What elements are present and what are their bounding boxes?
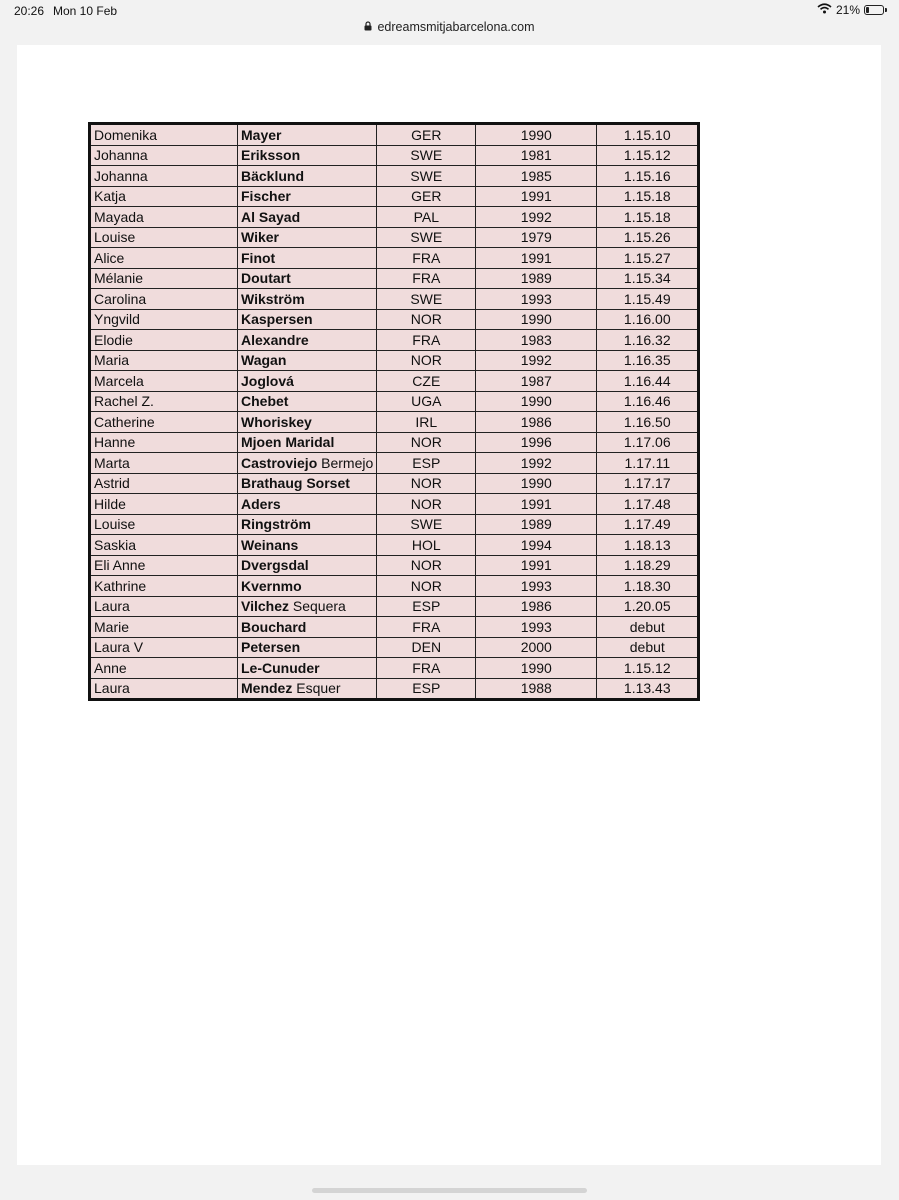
- birth-year-cell: 1990: [476, 309, 597, 330]
- last-name-cell: [238, 678, 377, 700]
- table-row: [90, 289, 699, 310]
- last-name-cell: [238, 166, 377, 187]
- status-date: Mon 10 Feb: [53, 4, 118, 18]
- nationality-cell: NOR: [377, 432, 476, 453]
- first-name-cell: Alice: [90, 248, 238, 269]
- birth-year-cell: 1979: [476, 227, 597, 248]
- last-name-primary: Al Sayad: [241, 208, 301, 225]
- time-cell: 1.15.10: [597, 124, 699, 146]
- birth-year-cell: 1994: [476, 535, 597, 556]
- table-row: [90, 330, 699, 351]
- status-time: 20:26: [14, 4, 45, 18]
- time-cell: 1.17.49: [597, 514, 699, 535]
- birth-year-cell: 1989: [476, 268, 597, 289]
- last-name-primary: Doutart: [241, 270, 291, 287]
- table-row: [90, 453, 699, 474]
- last-name-primary: Mjoen Maridal: [241, 434, 335, 451]
- table-row: [90, 617, 699, 638]
- table-row: [90, 678, 699, 700]
- nationality-cell: CZE: [377, 371, 476, 392]
- last-name-secondary: Esquer: [296, 680, 341, 697]
- nationality-cell: HOL: [377, 535, 476, 556]
- birth-year-cell: 1993: [476, 617, 597, 638]
- time-cell: 1.16.46: [597, 391, 699, 412]
- last-name-primary: Mendez: [241, 680, 293, 697]
- table-row: [90, 412, 699, 433]
- last-name-primary: Bouchard: [241, 618, 307, 635]
- first-name-cell: Hanne: [90, 432, 238, 453]
- time-cell: 1.17.17: [597, 473, 699, 494]
- first-name-cell: Domenika: [90, 124, 238, 146]
- birth-year-cell: 1990: [476, 658, 597, 679]
- nationality-cell: NOR: [377, 494, 476, 515]
- time-cell: 1.15.12: [597, 145, 699, 166]
- time-cell: 1.16.32: [597, 330, 699, 351]
- last-name-primary: Wiker: [241, 229, 280, 246]
- time-cell: 1.18.30: [597, 576, 699, 597]
- table-row: [90, 186, 699, 207]
- table-row: [90, 309, 699, 330]
- birth-year-cell: 1993: [476, 576, 597, 597]
- wifi-icon: [817, 3, 832, 17]
- time-cell: 1.15.27: [597, 248, 699, 269]
- time-cell: 1.17.06: [597, 432, 699, 453]
- birth-year-cell: 1991: [476, 186, 597, 207]
- first-name-cell: Saskia: [90, 535, 238, 556]
- table-row: [90, 145, 699, 166]
- last-name-primary: Finot: [241, 249, 276, 266]
- nationality-cell: FRA: [377, 330, 476, 351]
- last-name-cell: [238, 268, 377, 289]
- last-name-cell: [238, 248, 377, 269]
- nationality-cell: SWE: [377, 514, 476, 535]
- birth-year-cell: 1996: [476, 432, 597, 453]
- birth-year-cell: 1992: [476, 453, 597, 474]
- first-name-cell: Johanna: [90, 166, 238, 187]
- last-name-cell: [238, 576, 377, 597]
- last-name-primary: Le-Cunuder: [241, 659, 320, 676]
- last-name-cell: [238, 145, 377, 166]
- table-row: [90, 166, 699, 187]
- birth-year-cell: 1992: [476, 207, 597, 228]
- first-name-cell: Carolina: [90, 289, 238, 310]
- first-name-cell: Louise: [90, 227, 238, 248]
- last-name-primary: Kaspersen: [241, 311, 313, 328]
- last-name-primary: Eriksson: [241, 147, 301, 164]
- results-table: [88, 122, 700, 701]
- last-name-cell: [238, 289, 377, 310]
- last-name-cell: [238, 207, 377, 228]
- lock-icon: [364, 20, 372, 34]
- nationality-cell: FRA: [377, 268, 476, 289]
- last-name-cell: [238, 432, 377, 453]
- nationality-cell: ESP: [377, 678, 476, 700]
- battery-percent: 21%: [835, 3, 860, 17]
- first-name-cell: Yngvild: [90, 309, 238, 330]
- table-row: [90, 124, 699, 146]
- nationality-cell: SWE: [377, 166, 476, 187]
- document-page: [17, 45, 881, 1165]
- first-name-cell: Louise: [90, 514, 238, 535]
- last-name-primary: Wikström: [241, 290, 305, 307]
- last-name-cell: [238, 658, 377, 679]
- last-name-primary: Joglová: [241, 372, 294, 389]
- time-cell: 1.15.26: [597, 227, 699, 248]
- birth-year-cell: 2000: [476, 637, 597, 658]
- table-row: [90, 637, 699, 658]
- last-name-primary: Ringström: [241, 516, 311, 533]
- birth-year-cell: 1992: [476, 350, 597, 371]
- battery-level-fill: [866, 7, 869, 13]
- last-name-cell: [238, 617, 377, 638]
- last-name-secondary: Bermejo: [321, 454, 374, 471]
- time-cell: debut: [597, 637, 699, 658]
- birth-year-cell: 1985: [476, 166, 597, 187]
- last-name-primary: Wagan: [241, 352, 287, 369]
- time-cell: 1.15.49: [597, 289, 699, 310]
- birth-year-cell: 1988: [476, 678, 597, 700]
- table-row: [90, 555, 699, 576]
- first-name-cell: Rachel Z.: [90, 391, 238, 412]
- first-name-cell: Marcela: [90, 371, 238, 392]
- nationality-cell: NOR: [377, 555, 476, 576]
- time-cell: 1.17.11: [597, 453, 699, 474]
- address-bar[interactable]: [0, 16, 899, 38]
- last-name-primary: Mayer: [241, 126, 282, 143]
- time-cell: 1.15.34: [597, 268, 699, 289]
- time-cell: 1.17.48: [597, 494, 699, 515]
- last-name-cell: [238, 514, 377, 535]
- table-row: [90, 473, 699, 494]
- table-row: [90, 576, 699, 597]
- table-row: [90, 596, 699, 617]
- table-row: [90, 391, 699, 412]
- time-cell: 1.15.16: [597, 166, 699, 187]
- nationality-cell: NOR: [377, 576, 476, 597]
- nationality-cell: PAL: [377, 207, 476, 228]
- time-cell: 1.16.00: [597, 309, 699, 330]
- last-name-primary: Aders: [241, 495, 281, 512]
- last-name-primary: Weinans: [241, 536, 299, 553]
- last-name-cell: [238, 330, 377, 351]
- first-name-cell: Laura V: [90, 637, 238, 658]
- last-name-cell: [238, 473, 377, 494]
- table-row: [90, 227, 699, 248]
- last-name-cell: [238, 637, 377, 658]
- table-row: [90, 268, 699, 289]
- nationality-cell: FRA: [377, 658, 476, 679]
- battery-icon: [864, 5, 884, 15]
- last-name-cell: [238, 412, 377, 433]
- time-cell: 1.13.43: [597, 678, 699, 700]
- first-name-cell: Mélanie: [90, 268, 238, 289]
- time-cell: 1.15.18: [597, 207, 699, 228]
- last-name-cell: [238, 350, 377, 371]
- last-name-cell: [238, 371, 377, 392]
- last-name-secondary: Sequera: [292, 598, 346, 615]
- last-name-primary: Alexandre: [241, 331, 309, 348]
- nationality-cell: DEN: [377, 637, 476, 658]
- time-cell: debut: [597, 617, 699, 638]
- table-row: [90, 207, 699, 228]
- last-name-cell: [238, 124, 377, 146]
- birth-year-cell: 1991: [476, 248, 597, 269]
- birth-year-cell: 1993: [476, 289, 597, 310]
- first-name-cell: Hilde: [90, 494, 238, 515]
- table-row: [90, 432, 699, 453]
- first-name-cell: Astrid: [90, 473, 238, 494]
- birth-year-cell: 1990: [476, 124, 597, 146]
- time-cell: 1.18.29: [597, 555, 699, 576]
- nationality-cell: SWE: [377, 227, 476, 248]
- first-name-cell: Elodie: [90, 330, 238, 351]
- last-name-primary: Whoriskey: [241, 413, 312, 430]
- birth-year-cell: 1987: [476, 371, 597, 392]
- last-name-primary: Bäcklund: [241, 167, 305, 184]
- first-name-cell: Kathrine: [90, 576, 238, 597]
- last-name-cell: [238, 309, 377, 330]
- results-table-body: [90, 124, 699, 700]
- time-cell: 1.16.44: [597, 371, 699, 392]
- first-name-cell: Anne: [90, 658, 238, 679]
- last-name-cell: [238, 555, 377, 576]
- birth-year-cell: 1986: [476, 412, 597, 433]
- status-right: [817, 3, 887, 17]
- birth-year-cell: 1991: [476, 494, 597, 515]
- last-name-primary: Kvernmo: [241, 577, 302, 594]
- last-name-primary: Chebet: [241, 393, 289, 410]
- nationality-cell: NOR: [377, 473, 476, 494]
- nationality-cell: IRL: [377, 412, 476, 433]
- last-name-cell: [238, 535, 377, 556]
- home-indicator[interactable]: [312, 1188, 587, 1193]
- time-cell: 1.16.35: [597, 350, 699, 371]
- table-row: [90, 371, 699, 392]
- last-name-primary: Petersen: [241, 639, 301, 656]
- nationality-cell: SWE: [377, 145, 476, 166]
- nationality-cell: NOR: [377, 350, 476, 371]
- first-name-cell: Maria: [90, 350, 238, 371]
- time-cell: 1.15.18: [597, 186, 699, 207]
- first-name-cell: Marta: [90, 453, 238, 474]
- url-text[interactable]: edreamsmitjabarcelona.com: [377, 20, 535, 34]
- last-name-primary: Castroviejo: [241, 454, 318, 471]
- last-name-cell: [238, 391, 377, 412]
- last-name-cell: [238, 453, 377, 474]
- last-name-primary: Vilchez: [241, 598, 289, 615]
- birth-year-cell: 1991: [476, 555, 597, 576]
- nationality-cell: FRA: [377, 248, 476, 269]
- time-cell: 1.18.13: [597, 535, 699, 556]
- birth-year-cell: 1990: [476, 391, 597, 412]
- last-name-cell: [238, 596, 377, 617]
- last-name-primary: Dvergsdal: [241, 557, 309, 574]
- nationality-cell: UGA: [377, 391, 476, 412]
- last-name-primary: Fischer: [241, 188, 291, 205]
- first-name-cell: Laura: [90, 678, 238, 700]
- birth-year-cell: 1986: [476, 596, 597, 617]
- nationality-cell: SWE: [377, 289, 476, 310]
- table-row: [90, 535, 699, 556]
- table-row: [90, 494, 699, 515]
- nationality-cell: ESP: [377, 596, 476, 617]
- last-name-cell: [238, 227, 377, 248]
- nationality-cell: GER: [377, 124, 476, 146]
- time-cell: 1.20.05: [597, 596, 699, 617]
- table-row: [90, 350, 699, 371]
- first-name-cell: Laura: [90, 596, 238, 617]
- first-name-cell: Mayada: [90, 207, 238, 228]
- last-name-cell: [238, 186, 377, 207]
- last-name-primary: Brathaug Sorset: [241, 475, 350, 492]
- last-name-cell: [238, 494, 377, 515]
- table-row: [90, 658, 699, 679]
- battery-tip: [885, 8, 887, 12]
- nationality-cell: NOR: [377, 309, 476, 330]
- first-name-cell: Katja: [90, 186, 238, 207]
- table-row: [90, 514, 699, 535]
- nationality-cell: GER: [377, 186, 476, 207]
- nationality-cell: ESP: [377, 453, 476, 474]
- birth-year-cell: 1989: [476, 514, 597, 535]
- first-name-cell: Marie: [90, 617, 238, 638]
- first-name-cell: Eli Anne: [90, 555, 238, 576]
- first-name-cell: Johanna: [90, 145, 238, 166]
- table-row: [90, 248, 699, 269]
- time-cell: 1.15.12: [597, 658, 699, 679]
- birth-year-cell: 1983: [476, 330, 597, 351]
- nationality-cell: FRA: [377, 617, 476, 638]
- first-name-cell: Catherine: [90, 412, 238, 433]
- birth-year-cell: 1981: [476, 145, 597, 166]
- birth-year-cell: 1990: [476, 473, 597, 494]
- time-cell: 1.16.50: [597, 412, 699, 433]
